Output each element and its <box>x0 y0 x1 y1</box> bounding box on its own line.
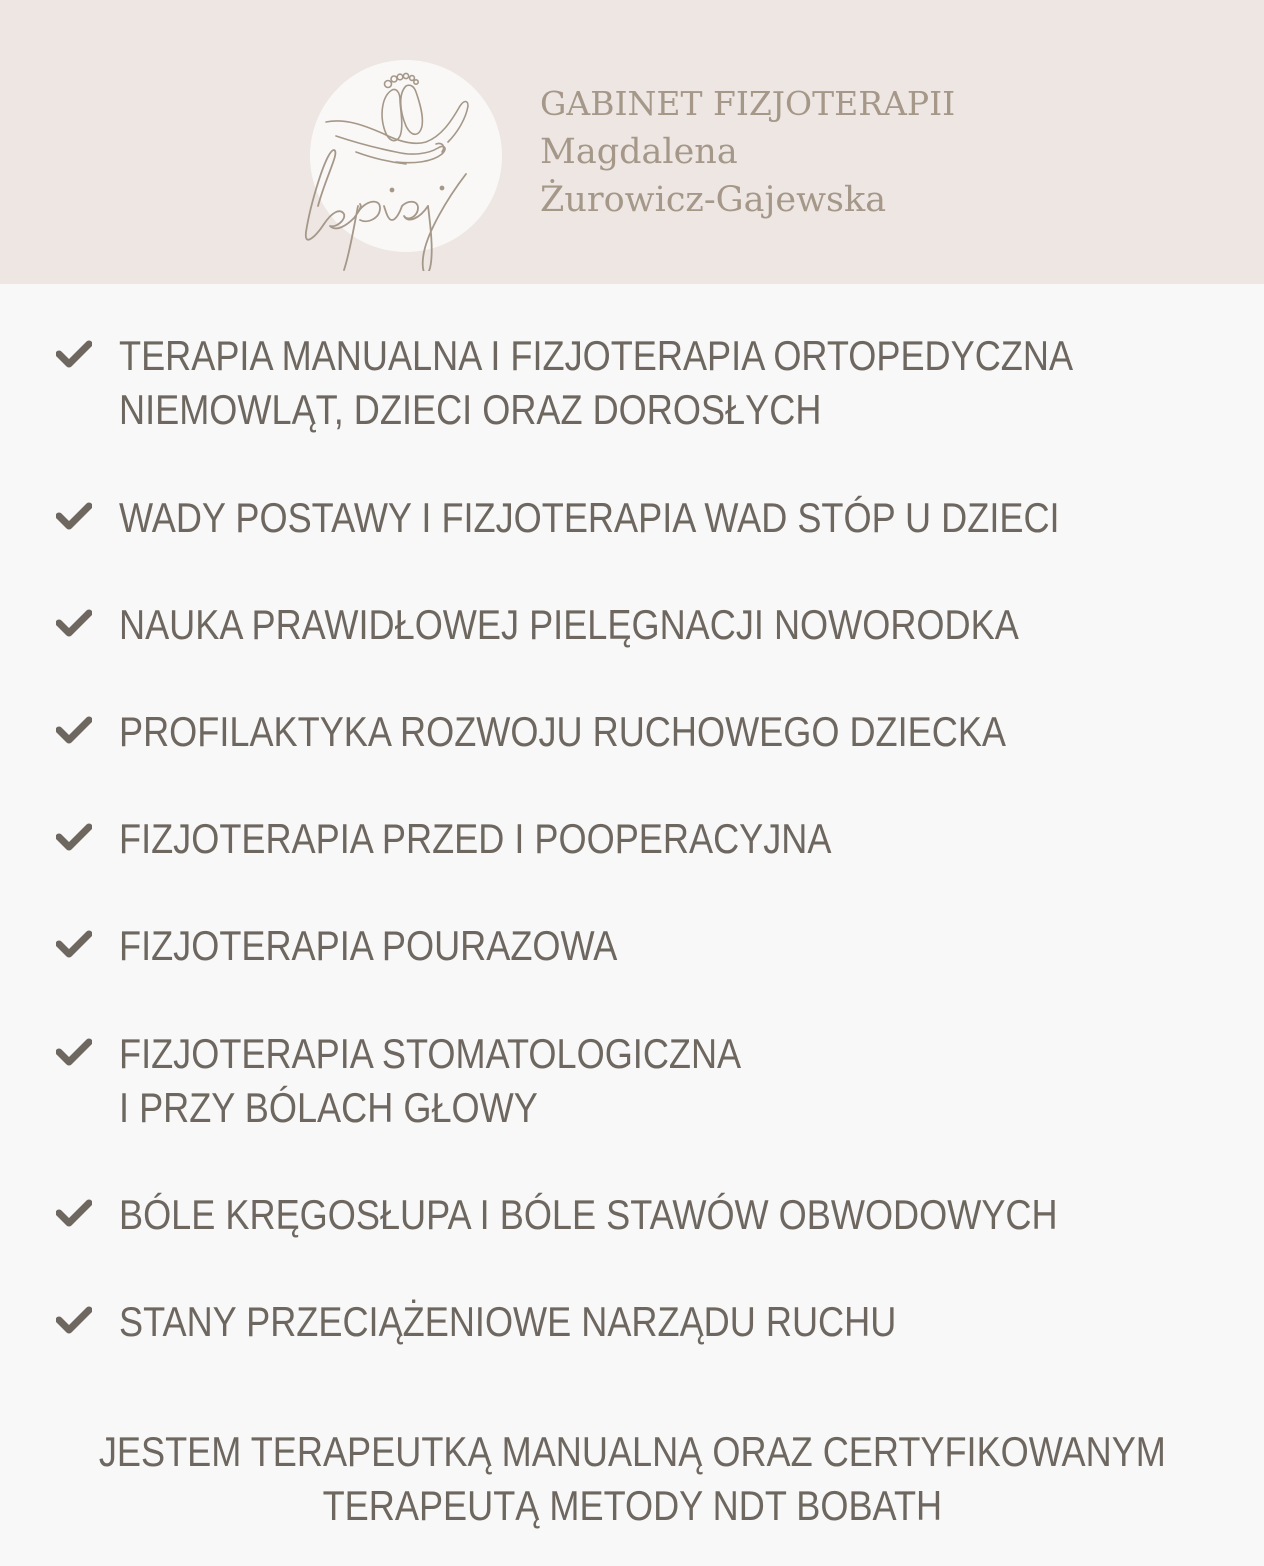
service-label: BÓLE KRĘGOSŁUPA I BÓLE STAWÓW OBWODOWYCH <box>119 1191 1058 1238</box>
service-label: NAUKA PRAWIDŁOWEJ PIELĘGNACJI NOWORODKA <box>119 601 1019 648</box>
footer-statement <box>0 1425 1264 1533</box>
brand-last-name: Żurowicz-Gajewska <box>540 180 887 220</box>
footer-text: JESTEM TERAPEUTKĄ MANUALNĄ ORAZ CERTYFIKOWANYM TERAPEUTĄ METODY NDT BOBATH <box>98 1428 1166 1529</box>
check-icon <box>56 822 92 852</box>
header-banner <box>0 0 1264 284</box>
service-label: PROFILAKTYKA ROZWOJU RUCHOWEGO DZIECKA <box>119 708 1007 755</box>
service-label: FIZJOTERAPIA POURAZOWA <box>119 922 618 969</box>
check-icon <box>56 1037 92 1067</box>
logo <box>296 56 516 271</box>
check-icon <box>56 608 92 638</box>
check-icon <box>56 715 92 745</box>
check-icon <box>56 339 92 369</box>
service-label: STANY PRZECIĄŻENIOWE NARZĄDU RUCHU <box>119 1298 897 1345</box>
check-icon <box>56 501 92 531</box>
service-label: TERAPIA MANUALNA I FIZJOTERAPIA ORTOPEDYCZNA NIEMOWLĄT, DZIECI ORAZ DOROSŁYCH <box>119 332 1074 433</box>
check-icon <box>56 1305 92 1335</box>
service-label: WADY POSTAWY I FIZJOTERAPIA WAD STÓP U DZIECI <box>119 494 1060 541</box>
check-icon <box>56 1198 92 1228</box>
brand-name <box>540 80 955 224</box>
brand-first-name: Magdalena <box>540 132 738 172</box>
check-icon <box>56 929 92 959</box>
service-label: FIZJOTERAPIA PRZED I POOPERACYJNA <box>119 815 832 862</box>
service-label: FIZJOTERAPIA STOMATOLOGICZNA I PRZY BÓLACH GŁOWY <box>119 1030 742 1131</box>
brand-title: GABINET FIZJOTERAPII <box>540 84 956 123</box>
